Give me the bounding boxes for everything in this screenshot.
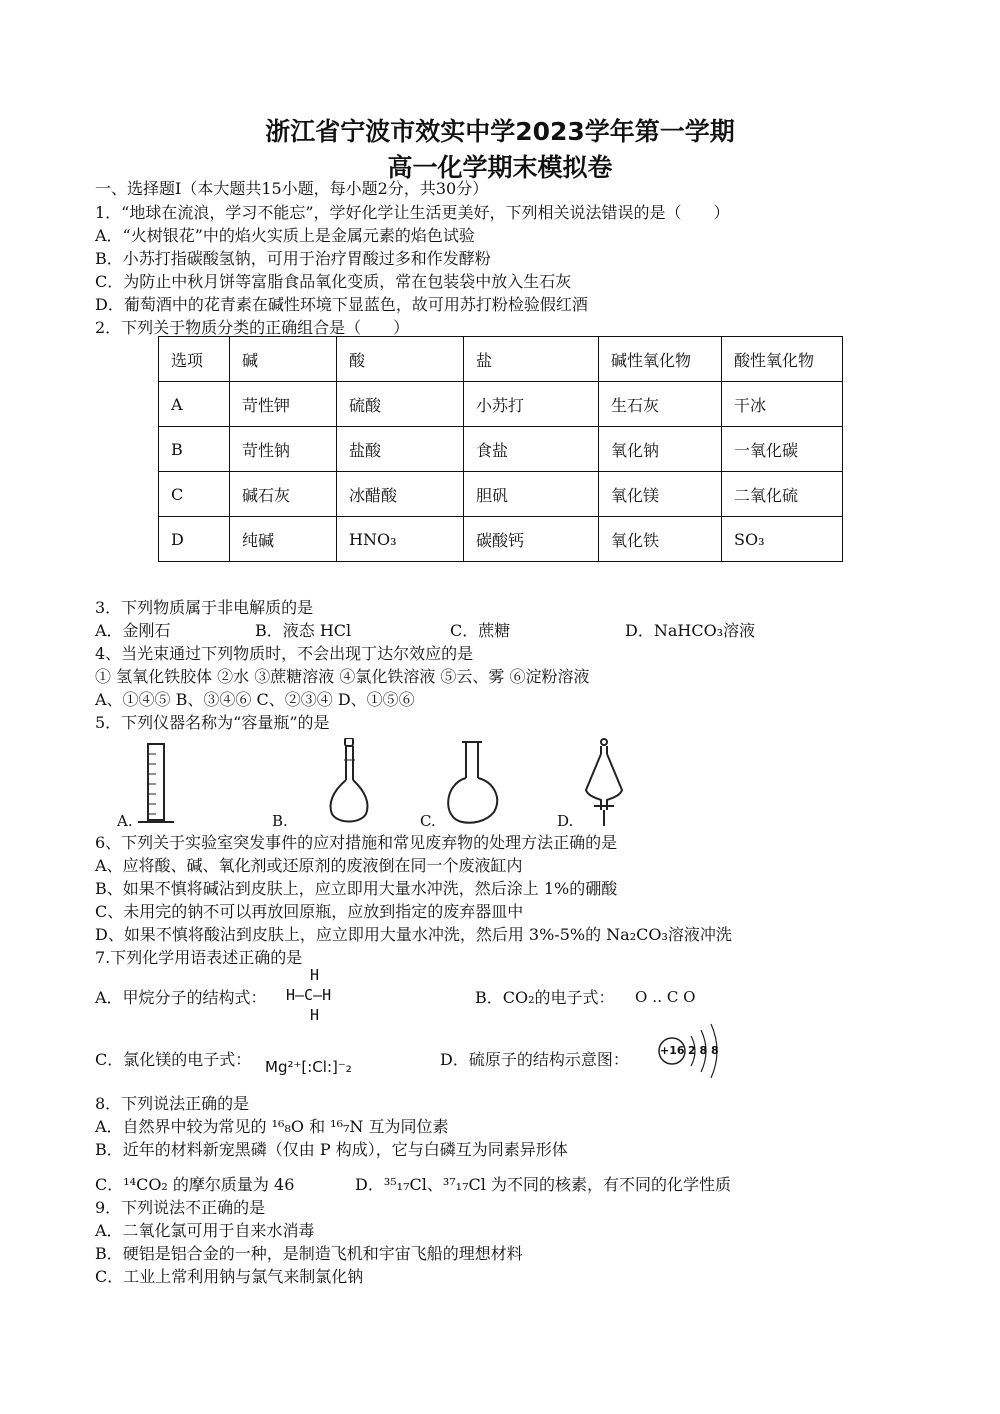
q8-stem: 8．下列说法正确的是 xyxy=(95,1094,250,1113)
q6-option-b: B、如果不慎将碱沾到皮肤上，应立即用大量水冲洗，然后涂上 1%的硼酸 xyxy=(95,879,618,898)
q3-option-a: A．金刚石 xyxy=(95,621,171,640)
q6-stem: 6、下列关于实验室突发事件的应对措施和常见废弃物的处理方法正确的是 xyxy=(95,833,618,852)
mgcl2-electron-formula: Mg²⁺[:Cl:]⁻₂ xyxy=(265,1058,352,1076)
q3-option-c: C．蔗糖 xyxy=(450,621,511,640)
table-header-cell: 酸 xyxy=(337,337,464,382)
table-cell: B xyxy=(159,427,230,472)
graduated-cylinder-icon xyxy=(138,744,174,822)
table-row xyxy=(159,517,843,562)
table-row xyxy=(159,382,843,427)
methane-formula-top: H xyxy=(310,966,320,984)
table-header-cell: 选项 xyxy=(159,337,230,382)
q7-option-c: C．氯化镁的电子式： xyxy=(95,1050,252,1069)
table-header-row xyxy=(159,337,843,382)
q4-items: ① 氢氧化铁胶体 ②水 ③蔗糖溶液 ④氯化铁溶液 ⑤云、雾 ⑥淀粉溶液 xyxy=(95,667,590,686)
q5-label-b: B. xyxy=(272,812,288,830)
table-cell: 一氧化碳 xyxy=(722,427,843,472)
section-heading: 一、选择题Ⅰ（本大题共15小题，每小题2分，共30分） xyxy=(95,179,489,198)
exam-title-line1: 浙江省宁波市效实中学2023学年第一学期 xyxy=(265,117,735,146)
table-cell: 生石灰 xyxy=(599,382,722,427)
table-cell: 二氧化硫 xyxy=(722,472,843,517)
table-cell: 小苏打 xyxy=(464,382,599,427)
table-cell: 苛性钠 xyxy=(230,427,337,472)
q9-option-a: A．二氧化氯可用于自来水消毒 xyxy=(95,1221,315,1240)
table-cell: 冰醋酸 xyxy=(337,472,464,517)
q9-option-c: C．工业上常利用钠与氯气来制氯化钠 xyxy=(95,1267,364,1286)
q5-label-c: C. xyxy=(420,812,436,830)
nucleus-charge: +16 xyxy=(660,1044,685,1057)
methane-formula-middle: H—C—H xyxy=(286,986,332,1004)
table-cell: C xyxy=(159,472,230,517)
q4-options: A、①④⑤ B、③④⑥ C、②③④ D、①⑤⑥ xyxy=(95,690,415,709)
q8-option-c: C．¹⁴CO₂ 的摩尔质量为 46 xyxy=(95,1175,295,1194)
volumetric-flask-icon xyxy=(331,738,368,822)
table-cell: 纯碱 xyxy=(230,517,337,562)
q1-option-c: C．为防止中秋月饼等富脂食品氧化变质，常在包装袋中放入生石灰 xyxy=(95,272,572,291)
q8-option-d: D．³⁵₁₇Cl、³⁷₁₇Cl 为不同的核素，有不同的化学性质 xyxy=(355,1175,731,1194)
q8-option-b: B．近年的材料新宠黑磷（仅由 P 构成），它与白磷互为同素异形体 xyxy=(95,1140,568,1159)
separatory-funnel-icon xyxy=(586,739,622,826)
table-row xyxy=(159,427,843,472)
table-cell: 苛性钾 xyxy=(230,382,337,427)
table-cell: 食盐 xyxy=(464,427,599,472)
q6-option-c: C、未用完的钠不可以再放回原瓶，应放到指定的废弃器皿中 xyxy=(95,902,524,921)
q5-apparatus-figures xyxy=(110,738,670,830)
table-cell: 碳酸钙 xyxy=(464,517,599,562)
table-cell: SO₃ xyxy=(722,517,843,562)
table-cell: 盐酸 xyxy=(337,427,464,472)
q9-stem: 9．下列说法不正确的是 xyxy=(95,1198,266,1217)
q7-stem: 7.下列化学用语表述正确的是 xyxy=(95,948,303,967)
q1-option-a: A．“火树银花”中的焰火实质上是金属元素的焰色试验 xyxy=(95,226,475,245)
table-row xyxy=(159,472,843,517)
q1-option-b: B．小苏打指碳酸氢钠，可用于治疗胃酸过多和作发酵粉 xyxy=(95,249,491,268)
table-cell: 碱石灰 xyxy=(230,472,337,517)
shell-electron-counts: 2 8 8 xyxy=(688,1044,719,1057)
q2-stem: 2．下列关于物质分类的正确组合是（ ） xyxy=(95,318,410,337)
round-bottom-flask-icon xyxy=(448,742,497,823)
q2-classification-table xyxy=(158,336,843,562)
q3-stem: 3．下列物质属于非电解质的是 xyxy=(95,598,314,617)
q3-option-b: B．液态 HCl xyxy=(255,621,352,640)
q1-option-d: D．葡萄酒中的花青素在碱性环境下显蓝色，故可用苏打粉检验假红酒 xyxy=(95,295,588,314)
table-header-cell: 酸性氧化物 xyxy=(722,337,843,382)
table-cell: 氧化钠 xyxy=(599,427,722,472)
q5-label-d: D. xyxy=(557,812,574,830)
table-cell: 氧化铁 xyxy=(599,517,722,562)
table-header-cell: 碱 xyxy=(230,337,337,382)
q8-option-a: A．自然界中较为常见的 ¹⁶₈O 和 ¹⁶₇N 互为同位素 xyxy=(95,1117,449,1136)
table-cell: 胆矾 xyxy=(464,472,599,517)
q7-option-a: A．甲烷分子的结构式： xyxy=(95,988,267,1007)
q9-option-b: B．硬铝是铝合金的一种，是制造飞机和宇宙飞船的理想材料 xyxy=(95,1244,523,1263)
table-cell: D xyxy=(159,517,230,562)
table-header-cell: 盐 xyxy=(464,337,599,382)
q6-option-d: D、如果不慎将酸沾到皮肤上，应立即用大量水冲洗，然后用 3%-5%的 Na₂CO₃溶液冲洗 xyxy=(95,925,732,944)
q4-stem: 4、当光束通过下列物质时，不会出现丁达尔效应的是 xyxy=(95,644,474,663)
table-cell: A xyxy=(159,382,230,427)
table-header-cell: 碱性氧化物 xyxy=(599,337,722,382)
q7-option-d: D．硫原子的结构示意图： xyxy=(440,1050,629,1069)
table-cell: HNO₃ xyxy=(337,517,464,562)
co2-electron-formula: O ‥ C O xyxy=(635,988,696,1006)
table-cell: 硫酸 xyxy=(337,382,464,427)
table-cell: 氧化镁 xyxy=(599,472,722,517)
q7-option-b: B．CO₂的电子式： xyxy=(475,988,615,1007)
table-cell: 干冰 xyxy=(722,382,843,427)
q5-stem: 5．下列仪器名称为“容量瓶”的是 xyxy=(95,713,330,732)
q5-label-a: A. xyxy=(117,812,133,830)
q1-stem: 1．“地球在流浪，学习不能忘”，学好化学让生活更美好，下列相关说法错误的是（ ） xyxy=(95,203,730,222)
exam-title-line2: 高一化学期末模拟卷 xyxy=(387,153,613,182)
q3-option-d: D．NaHCO₃溶液 xyxy=(625,621,756,640)
q6-option-a: A、应将酸、碱、氧化剂或还原剂的废液倒在同一个废液缸内 xyxy=(95,856,523,875)
methane-formula-bottom: H xyxy=(310,1006,320,1024)
